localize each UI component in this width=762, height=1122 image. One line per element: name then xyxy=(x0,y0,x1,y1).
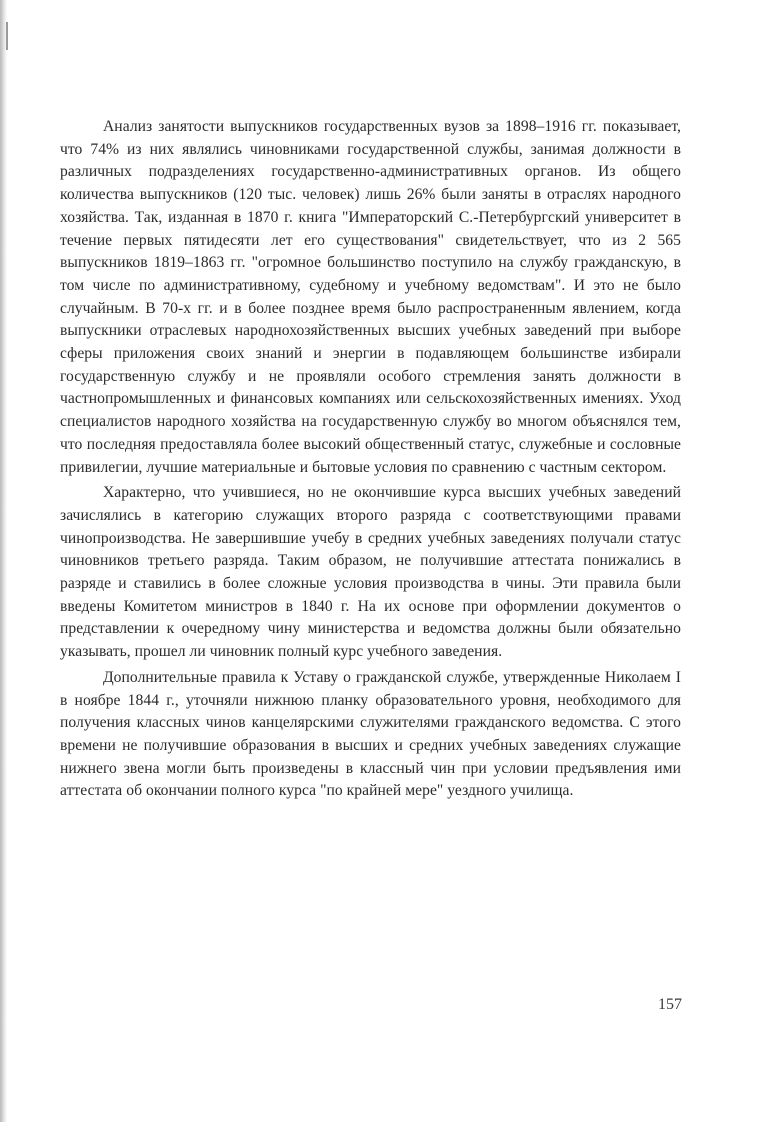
body-text xyxy=(60,116,681,803)
page-number: 157 xyxy=(658,996,682,1013)
paragraph-3: Дополнительные правила к Уставу о гражданской службе, утвержденные Николаем I в ноябре 1844 г., уточняли нижнюю планку образовательного уровня, необходимого для получения классных чинов канцелярскими служителями гражданского ведомства. С этого времени не получившие образования в высших и средних учебных заведениях служащие нижнего звена могли быть произведены в классный чин при условии предъявления ими аттестата об окончании полного курса "по крайней мере" уездного училища. xyxy=(60,668,681,800)
scan-binding-edge xyxy=(0,0,7,1122)
paragraph-1: Анализ занятости выпускников государственных вузов за 1898–1916 гг. показывает, что 74% из них являлись чиновниками государственной службы, занимая должности в различных подразделениях государственно-административных органов. Из общего количества выпускников (120 тыс. человек) лишь 26% были заняты в отраслях народного хозяйства. Так, изданная в 1870 г. книга "Императорский С.-Петербургский университет в течение первых пятидесяти лет его существования" свидетельствует, что из 2 565 выпускников 1819–1863 гг. "огромное большинство поступило на службу гражданскую, в том числе по административному, судебному и учебному ведомствам". И это не было случайным. В 70-х гг. и в более позднее время было распространенным явлением, когда выпускники отраслевых народнохозяйственных высших учебных заведений при выборе сферы приложения своих знаний и энергии в подавляющем большинстве избирали государственную службу и не проявляли особого стремления занять должности в частнопромышленных и финансовых компаниях или сельскохозяйственных имениях. Уход специалистов народного хозяйства на государственную службу во многом объяснялся тем, что последняя предоставляла более высокий общественный статус, служебные и сословные привилегии, лучшие материальные и бытовые условия по сравнению с частным сектором. xyxy=(60,118,681,476)
scan-binding-mark xyxy=(6,22,8,50)
paragraph-2: Характерно, что учившиеся, но не окончившие курса высших учебных заведений зачислялись в категорию служащих второго разряда с соответствующими правами чинопроизводства. Не завершившие учебу в средних учебных заведениях получали статус чиновников третьего разряда. Таким образом, не получившие аттестата понижались в разряде и ставились в более сложные условия производства в чины. Эти правила были введены Комитетом министров в 1840 г. На их основе при оформлении документов о представлении к очередному чину министерства и ведомства должны были обязательно указывать, прошел ли чиновник полный курс учебного заведения. xyxy=(60,484,681,661)
